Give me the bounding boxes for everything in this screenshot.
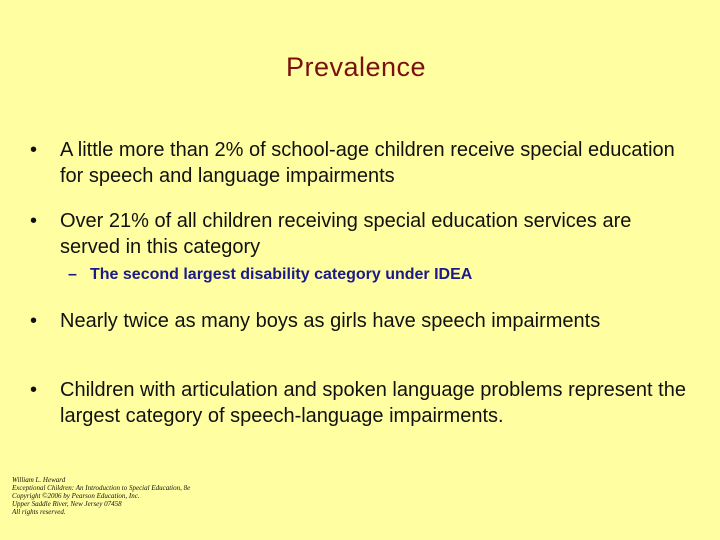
bullet-text: Nearly twice as many boys as girls have speech impairments — [60, 310, 601, 332]
slide-title-text: Prevalence — [285, 52, 427, 82]
bullet-3 — [30, 308, 690, 334]
bullet-text: Children with articulation and spoken language problems represent the largest category of speech-language impairments. — [60, 379, 686, 427]
bullet-text: A little more than 2% of school-age children receive special education for speech and language impairments — [60, 139, 675, 187]
slide-title — [0, 52, 712, 83]
footer-rights: All rights reserved. — [12, 508, 66, 516]
footer-book-title: Exceptional Children: An Introduction to Special Education, 8e — [12, 484, 191, 492]
bullet-text: Over 21% of all children receiving special education services are served in this category — [60, 210, 632, 258]
footer-author: William L. Heward — [12, 476, 66, 484]
bullet-1 — [30, 137, 690, 189]
bullet-marker: • — [30, 310, 38, 332]
bullet-2 — [30, 208, 690, 260]
copyright-footer — [12, 476, 312, 516]
footer-copyright: Copyright ©2006 by Pearson Education, Inc. — [12, 492, 140, 500]
sub-bullet — [68, 265, 668, 285]
bullet-marker: • — [30, 139, 38, 161]
bullet-marker: • — [30, 379, 38, 401]
footer-location: Upper Saddle River, New Jersey 07458 — [12, 500, 122, 508]
bullet-4 — [30, 377, 690, 429]
sub-bullet-marker: – — [68, 266, 77, 283]
bullet-marker: • — [30, 210, 38, 232]
sub-bullet-text: The second largest disability category under IDEA — [90, 266, 473, 283]
